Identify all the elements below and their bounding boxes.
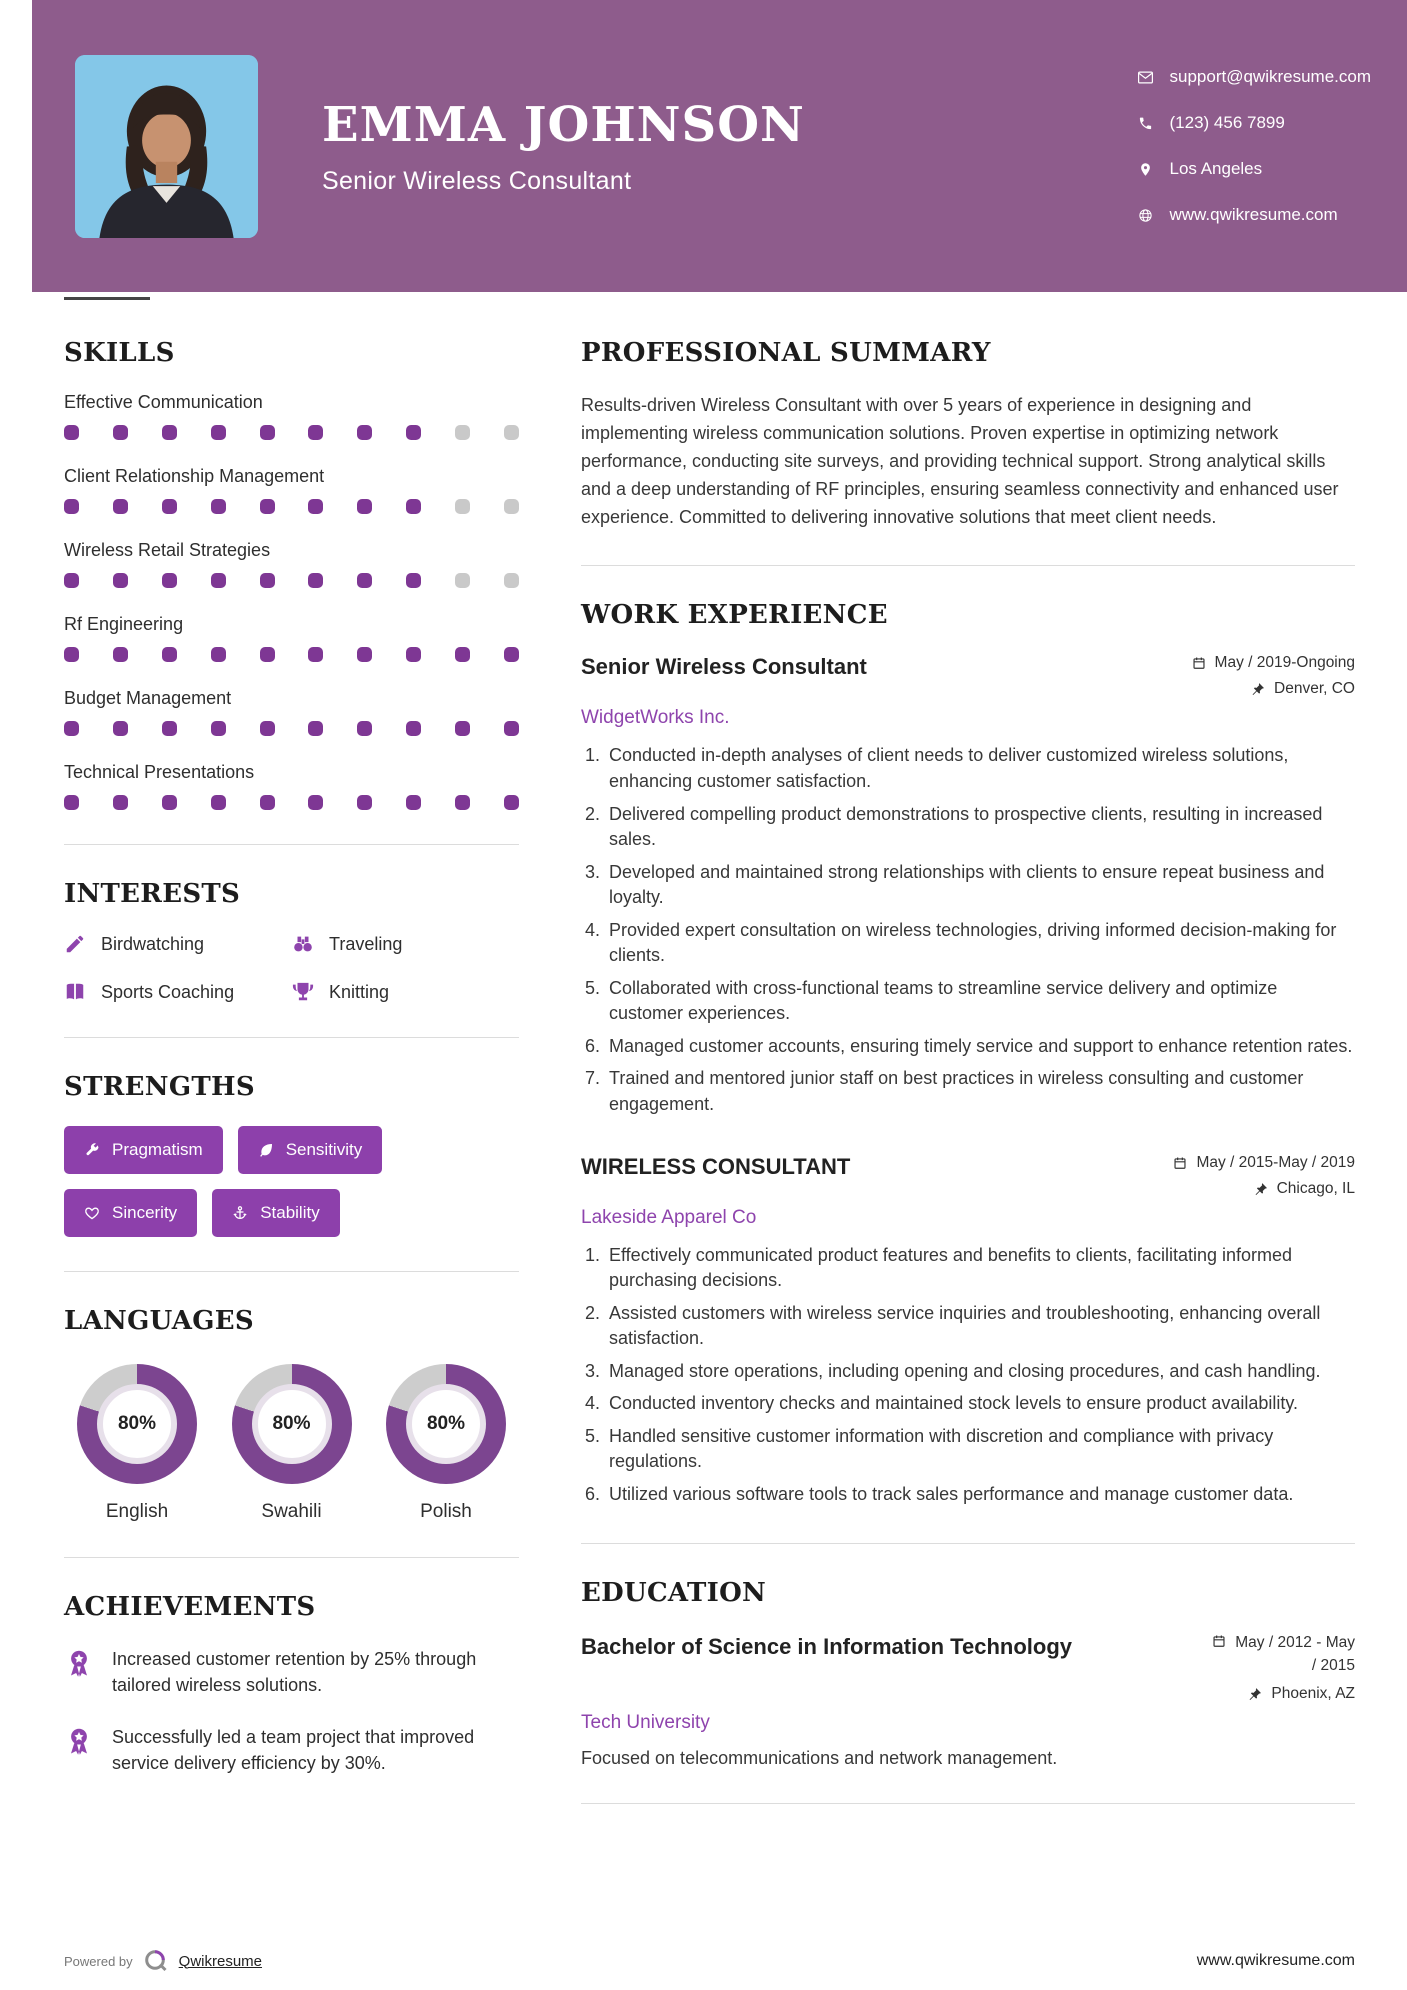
skill-dot [504, 721, 519, 736]
calendar-icon [1212, 1634, 1226, 1648]
skill-dot [260, 647, 275, 662]
job-head [581, 1154, 1355, 1198]
achievements-heading: ACHIEVEMENTS [64, 1592, 316, 1622]
job-bullets [581, 1243, 1355, 1508]
skill-dot [357, 795, 372, 810]
language-donut-hole [252, 1384, 332, 1464]
job-bullet: 2. Assisted customers with wireless service inquiries and troubleshooting, enhancing overall satisfaction. [605, 1301, 1355, 1352]
school-name: Tech University [581, 1712, 710, 1734]
skill-dot [406, 795, 421, 810]
skill-level [64, 721, 519, 736]
languages-section [64, 1306, 519, 1523]
skill-item [64, 466, 519, 514]
contact-item [1138, 67, 1372, 87]
person-name: EMMA JOHNSON [322, 96, 805, 153]
job-company: Lakeside Apparel Co [581, 1206, 757, 1228]
job-bullet: 6. Utilized various software tools to track sales performance and manage customer data. [605, 1482, 1355, 1508]
skill-label: Wireless Retail Strategies [64, 540, 271, 560]
language-percent: 80% [117, 1413, 157, 1434]
profile-photo-illustration [75, 55, 258, 238]
language-percent: 80% [426, 1413, 466, 1434]
job-bullet: 2. Delivered compelling product demonstrations to prospective clients, resulting in increased sales. [605, 802, 1355, 853]
divider [581, 1543, 1355, 1544]
job-bullet: 7. Trained and mentored junior staff on best practices in wireless consulting and customer engagement. [605, 1066, 1355, 1117]
skill-dot [504, 647, 519, 662]
strength-label: Stability [260, 1203, 320, 1222]
interest-label: Sports Coaching [101, 981, 235, 1002]
job-head [581, 654, 1355, 698]
interest-label: Birdwatching [101, 933, 205, 954]
strengths-section [64, 1072, 519, 1237]
pen-icon [64, 933, 86, 955]
job-bullet: 5. Handled sensitive customer information with discretion and compliance with privacy regulations. [605, 1424, 1355, 1475]
calendar-icon [1192, 656, 1206, 670]
content [0, 300, 1407, 1838]
skill-level [64, 647, 519, 662]
skill-item [64, 392, 519, 440]
skill-dot [406, 647, 421, 662]
job-bullet: 5. Collaborated with cross-functional teams to streamline service delivery and optimize customer experiences. [605, 976, 1355, 1027]
job-title: WIRELESS CONSULTANT [581, 1153, 851, 1179]
skill-dot [308, 647, 323, 662]
language-name: Polish [420, 1501, 472, 1522]
job-meta [1173, 1154, 1355, 1198]
language-percent: 80% [272, 1413, 311, 1434]
skill-dot [357, 499, 372, 514]
email-icon [1138, 70, 1153, 85]
jobs-list [581, 654, 1355, 1507]
job-entry [581, 1154, 1355, 1508]
identity-block [322, 97, 1138, 196]
language-item [225, 1364, 359, 1523]
skill-dot [357, 573, 372, 588]
skill-dot [357, 647, 372, 662]
strength-chip [64, 1126, 223, 1174]
leaf-icon [258, 1142, 274, 1158]
strengths-heading: STRENGTHS [64, 1072, 255, 1102]
binoculars-icon [292, 933, 314, 955]
strength-label: Pragmatism [112, 1140, 203, 1159]
language-item [379, 1364, 513, 1523]
achievement-text: Successfully led a team project that improved service delivery efficiency by 30%. [112, 1727, 475, 1774]
divider [64, 844, 519, 845]
languages-heading: LANGUAGES [64, 1306, 254, 1336]
job-bullet: 4. Provided expert consultation on wireless technologies, driving informed decision-making for clients. [605, 918, 1355, 969]
skill-dot [113, 573, 128, 588]
pin-icon [1248, 1687, 1262, 1701]
skill-dot [211, 647, 226, 662]
skill-dot [113, 721, 128, 736]
skill-dot [260, 425, 275, 440]
qwikresume-logo [143, 1948, 169, 1974]
job-bullet: 4. Conducted inventory checks and maintained stock levels to ensure product availability. [605, 1391, 1355, 1417]
experience-section [581, 600, 1355, 1507]
skill-label: Technical Presentations [64, 762, 255, 782]
book-icon [64, 981, 86, 1003]
skill-dot [406, 499, 421, 514]
person-job-title: Senior Wireless Consultant [322, 166, 632, 195]
skill-dot [211, 721, 226, 736]
skill-item [64, 688, 519, 736]
education-description: Focused on telecommunications and network management. [581, 1748, 1058, 1769]
skill-item [64, 614, 519, 662]
skill-dot [211, 573, 226, 588]
pin-icon [1254, 1182, 1268, 1196]
contact-text: Los Angeles [1169, 159, 1263, 178]
skill-dot [211, 499, 226, 514]
contact-text[interactable]: support@qwikresume.com [1169, 67, 1371, 86]
skill-dot [162, 795, 177, 810]
interest-label: Traveling [329, 933, 403, 954]
language-donut-hole [406, 1384, 486, 1464]
skill-level [64, 795, 519, 810]
skill-dot [308, 425, 323, 440]
job-dates-text: May / 2015-May / 2019 [1196, 1153, 1355, 1171]
strength-label: Sensitivity [285, 1140, 363, 1159]
skill-dot [308, 721, 323, 736]
skill-item [64, 540, 519, 588]
skill-dot [64, 425, 79, 440]
job-meta [1192, 654, 1355, 698]
job-bullet: 6. Managed customer accounts, ensuring timely service and support to enhance retention rates. [605, 1034, 1355, 1060]
skill-dot [162, 573, 177, 588]
skill-level [64, 425, 519, 440]
skill-dot [64, 499, 79, 514]
skill-label: Effective Communication [64, 392, 263, 412]
skill-dot [455, 499, 470, 514]
contact-text[interactable]: www.qwikresume.com [1169, 205, 1338, 224]
skill-dot [64, 795, 79, 810]
skill-dot [113, 647, 128, 662]
achievements-section [64, 1592, 519, 1776]
education-location [1248, 1685, 1355, 1703]
skills-section [64, 338, 519, 810]
education-head [581, 1632, 1355, 1703]
skill-dot [504, 573, 519, 588]
skill-dot [113, 425, 128, 440]
skill-dot [308, 795, 323, 810]
education-section [581, 1578, 1355, 1769]
language-name: Swahili [261, 1501, 322, 1522]
skill-dot [455, 573, 470, 588]
trophy-icon [292, 981, 314, 1003]
strength-chip [212, 1189, 340, 1237]
job-location-text: Denver, CO [1274, 680, 1355, 698]
skill-dot [260, 573, 275, 588]
divider [581, 1803, 1355, 1804]
skill-dot [308, 573, 323, 588]
interests-list [64, 933, 519, 1003]
skill-label: Rf Engineering [64, 614, 184, 634]
language-donut [386, 1364, 506, 1484]
job-entry [581, 654, 1355, 1117]
contact-text: (123) 456 7899 [1169, 113, 1285, 132]
divider [64, 1037, 519, 1038]
job-bullet: 3. Developed and maintained strong relationships with clients to ensure repeat business and loyalty. [605, 860, 1355, 911]
divider [64, 1557, 519, 1558]
job-bullets [581, 743, 1355, 1117]
skill-dot [162, 425, 177, 440]
skill-dot [260, 795, 275, 810]
skill-dot [260, 499, 275, 514]
strength-chip [64, 1189, 197, 1237]
language-donut [232, 1364, 352, 1484]
sidebar [64, 338, 519, 1838]
skills-heading: SKILLS [64, 338, 175, 368]
anchor-icon [232, 1205, 248, 1221]
skill-dot [308, 499, 323, 514]
language-donut-hole [97, 1384, 177, 1464]
skill-dot [504, 795, 519, 810]
job-bullet: 3. Managed store operations, including opening and closing procedures, and cash handling. [605, 1359, 1355, 1385]
interests-heading: INTERESTS [64, 879, 241, 909]
skill-label: Budget Management [64, 688, 232, 708]
contact-item [1138, 159, 1372, 179]
skill-dot [455, 647, 470, 662]
job-company: WidgetWorks Inc. [581, 707, 730, 729]
interest-label: Knitting [329, 981, 390, 1002]
language-item [70, 1364, 204, 1523]
job-bullet: 1. Conducted in-depth analyses of client needs to deliver customized wireless solutions, enhancing customer satisfaction. [605, 743, 1355, 794]
globe-icon [1138, 208, 1153, 223]
divider [64, 1271, 519, 1272]
languages-list [64, 1360, 519, 1523]
summary-text: Results-driven Wireless Consultant with over 5 years of experience in designing and implementing wireless communication solutions. Proven expertise in optimizing network performance, conducting site surveys, and providing technical support. Strong analytical skills and a deep understanding of RF principles, ensuring seamless connectivity and enhanced user experience. Committed to delivering innovative solutions that meet client needs. [581, 395, 1339, 527]
skill-dot [504, 425, 519, 440]
skill-dot [64, 573, 79, 588]
footer [64, 1948, 1355, 1974]
phone-icon [1138, 116, 1153, 131]
contact-list [1138, 67, 1372, 225]
skill-dot [64, 721, 79, 736]
education-dates-text: May / 2012 - May / 2015 [1235, 1634, 1355, 1674]
skill-dot [162, 647, 177, 662]
strength-label: Sincerity [112, 1203, 178, 1222]
education-location-text: Phoenix, AZ [1271, 1685, 1355, 1703]
award-icon [64, 1648, 94, 1678]
job-bullet: 1. Effectively communicated product features and benefits to clients, facilitating informed purchasing decisions. [605, 1243, 1355, 1294]
summary-heading: PROFESSIONAL SUMMARY [581, 338, 991, 368]
degree-title: Bachelor of Science in Information Technology [581, 1634, 1072, 1660]
powered-by-label: Powered by [64, 1953, 133, 1969]
skill-label: Client Relationship Management [64, 466, 325, 486]
strength-chip [238, 1126, 383, 1174]
heart-icon [84, 1205, 100, 1221]
pin-icon [1251, 682, 1265, 696]
location-icon [1138, 162, 1153, 177]
skill-dot [113, 795, 128, 810]
summary-section [581, 338, 1355, 531]
skill-item [64, 762, 519, 810]
experience-heading: WORK EXPERIENCE [581, 600, 888, 631]
skill-level [64, 499, 519, 514]
calendar-icon [1173, 1156, 1187, 1170]
job-location [1254, 1180, 1355, 1198]
skill-dot [406, 425, 421, 440]
skill-dot [64, 647, 79, 662]
skill-dot [162, 499, 177, 514]
skill-dot [455, 721, 470, 736]
powered-by-block [64, 1948, 262, 1974]
skill-level [64, 573, 519, 588]
skills-list [64, 392, 519, 810]
education-dates [1212, 1632, 1355, 1677]
interest-item [292, 981, 519, 1003]
skill-dot [455, 425, 470, 440]
wrench-icon [84, 1142, 100, 1158]
job-dates [1173, 1154, 1355, 1172]
achievements-list [64, 1646, 519, 1776]
footer-website: www.qwikresume.com [1196, 1952, 1355, 1969]
job-location [1251, 680, 1355, 698]
interest-item [64, 933, 292, 955]
award-icon [64, 1726, 94, 1756]
interest-item [292, 933, 519, 955]
achievement-text: Increased customer retention by 25% through tailored wireless solutions. [112, 1649, 477, 1696]
skill-dot [455, 795, 470, 810]
qwikresume-link[interactable]: Qwikresume [178, 1952, 263, 1970]
job-dates-text: May / 2019-Ongoing [1214, 654, 1355, 672]
divider [581, 565, 1355, 566]
achievement-item [64, 1724, 519, 1776]
language-donut [77, 1364, 197, 1484]
interest-item [64, 981, 292, 1003]
contact-item [1138, 205, 1372, 225]
skill-dot [357, 425, 372, 440]
skill-dot [260, 721, 275, 736]
interests-section [64, 879, 519, 1003]
skill-dot [113, 499, 128, 514]
job-dates [1192, 654, 1355, 672]
profile-photo [75, 55, 258, 238]
main-column [581, 338, 1355, 1838]
strengths-list [64, 1126, 519, 1237]
skill-dot [211, 425, 226, 440]
skill-dot [406, 573, 421, 588]
contact-item [1138, 113, 1372, 133]
achievement-item [64, 1646, 519, 1698]
skill-dot [162, 721, 177, 736]
education-meta [1212, 1632, 1355, 1703]
skill-dot [406, 721, 421, 736]
skill-dot [504, 499, 519, 514]
job-location-text: Chicago, IL [1276, 1179, 1355, 1197]
skill-dot [211, 795, 226, 810]
header [32, 0, 1407, 292]
job-title: Senior Wireless Consultant [581, 654, 867, 680]
skill-dot [357, 721, 372, 736]
language-name: English [105, 1501, 169, 1522]
education-heading: EDUCATION [581, 1578, 767, 1609]
